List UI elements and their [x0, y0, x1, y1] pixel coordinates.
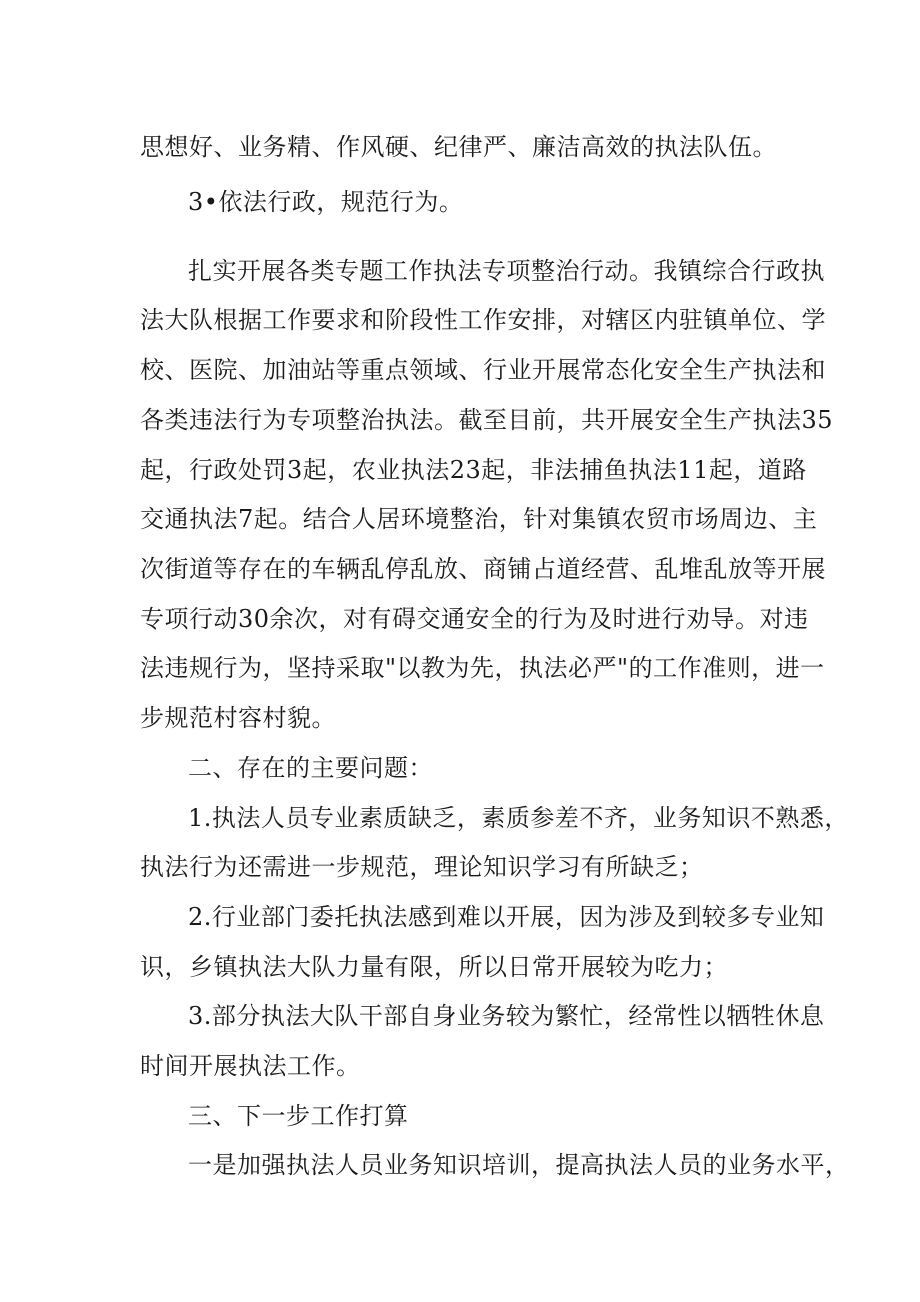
- list-item: 1.执法人员专业素质缺乏，素质参差不齐，业务知识不熟悉，: [188, 804, 849, 832]
- text-line: 执法行为还需进一步规范，理论知识学习有所缺乏；: [140, 853, 704, 881]
- text-line: 法大队根据工作要求和阶段性工作安排，对辖区内驻镇单位、学: [140, 306, 826, 334]
- text-line: 各类违法行为专项整治执法。截至目前，共开展安全生产执法35: [140, 406, 834, 434]
- list-item: 3.部分执法大队干部自身业务较为繁忙，经常性以牺牲休息: [188, 1002, 825, 1030]
- section-heading: 二、存在的主要问题：: [188, 754, 433, 782]
- text-line: 次街道等存在的车辆乱停乱放、商铺占道经营、乱堆乱放等开展: [140, 555, 826, 583]
- text-line: 校、医院、加油站等重点领域、行业开展常态化安全生产执法和: [140, 356, 826, 384]
- text-line: 法违规行为，坚持采取"以教为先，执法必严"的工作准则，进一: [140, 654, 825, 682]
- text-line: 交通执法7起。结合人居环境整治，针对集镇农贸市场周边、主: [140, 505, 818, 533]
- text-line: 时间开展执法工作。: [140, 1052, 361, 1080]
- text-line: 扎实开展各类专题工作执法专项整治行动。我镇综合行政执: [188, 257, 825, 285]
- text-line: 步规范村容村貌。: [140, 704, 336, 732]
- list-item: 2.行业部门委托执法感到难以开展，因为涉及到较多专业知: [188, 903, 825, 931]
- text-line: 专项行动30余次，对有碍交通安全的行为及时进行劝导。对违: [140, 605, 809, 633]
- section-heading: 三、下一步工作打算: [188, 1102, 409, 1130]
- text-line: 思想好、业务精、作风硬、纪律严、廉洁高效的执法队伍。: [140, 133, 777, 161]
- text-line: 起，行政处罚3起，农业执法23起，非法捕鱼执法11起，道路: [140, 456, 807, 484]
- text-line: 一是加强执法人员业务知识培训，提高执法人员的业务水平，: [188, 1151, 850, 1179]
- section-heading: 3•依法行政，规范行为。: [188, 188, 464, 216]
- text-line: 识，乡镇执法大队力量有限，所以日常开展较为吃力；: [140, 953, 728, 981]
